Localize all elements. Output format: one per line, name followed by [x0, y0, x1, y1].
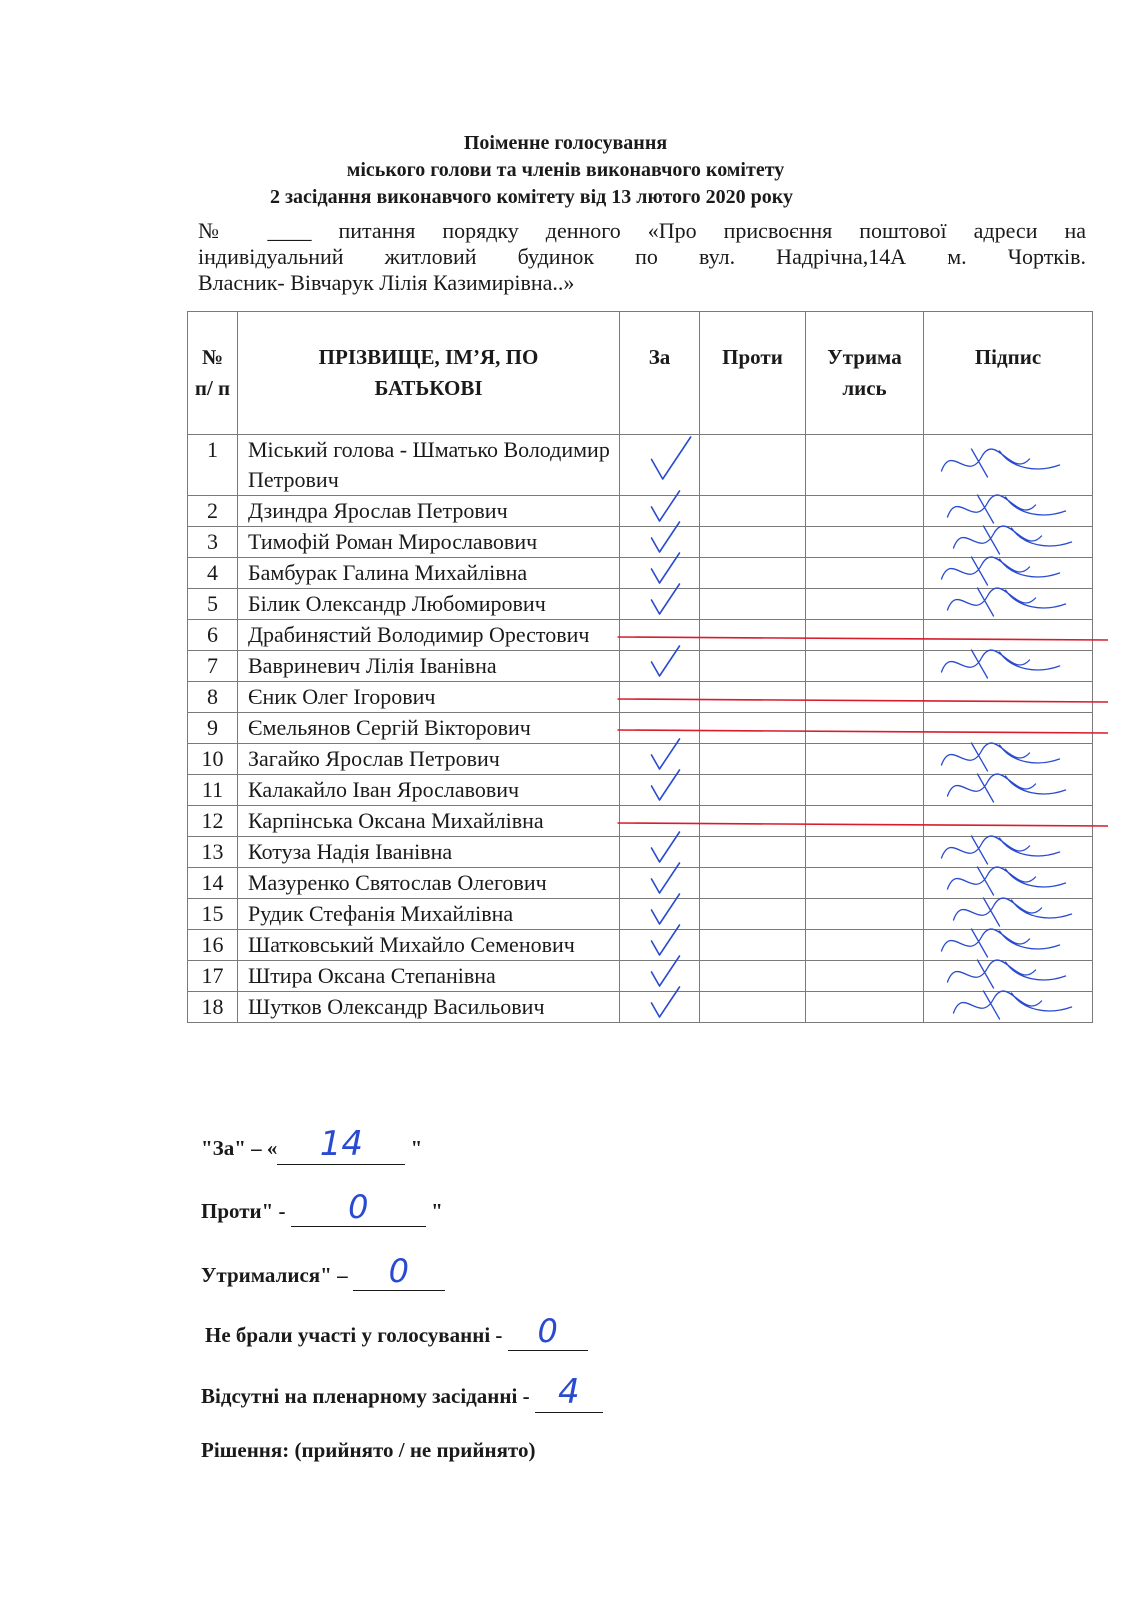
vote-for-cell [620, 589, 700, 620]
decision [201, 1438, 535, 1463]
agenda-line-3: Власник- Вівчарук Лілія Казимирівна..» [198, 270, 575, 295]
signature-cell [924, 713, 1093, 744]
signature-cell [924, 527, 1093, 558]
signature-cell [924, 744, 1093, 775]
result-for-value: 14 [319, 1124, 364, 1164]
signature-cell [924, 868, 1093, 899]
vote-for-cell [620, 435, 700, 496]
vote-for-cell [620, 806, 700, 837]
vote-for-cell [620, 775, 700, 806]
vote-for-cell [620, 899, 700, 930]
row-number: 1 [188, 435, 238, 496]
header-for: За [620, 312, 700, 435]
vote-abstain-cell [806, 713, 924, 744]
title-line-1: Поіменне голосування [463, 132, 668, 154]
table-row [188, 589, 1093, 620]
member-name: Вавриневич Лілія Іванівна [238, 651, 620, 682]
decision-text: Рішення: (прийнято / не прийнято) [201, 1438, 536, 1462]
row-number: 7 [188, 651, 238, 682]
row-number: 13 [188, 837, 238, 868]
agenda-line-1: № ____ питання порядку денного «Про присвоєння поштової адреси на [198, 218, 1086, 243]
result-abstain-value: 0 [388, 1252, 410, 1290]
table-row [188, 775, 1093, 806]
result-abstain-label: Утрималися" – [201, 1263, 353, 1287]
vote-abstain-cell [806, 496, 924, 527]
result-absent [201, 1372, 603, 1413]
vote-against-cell [700, 620, 806, 651]
result-abstain [201, 1252, 445, 1291]
vote-abstain-cell [806, 527, 924, 558]
signature-cell [924, 992, 1093, 1023]
member-name: Мазуренко Святослав Олегович [238, 868, 620, 899]
result-for [201, 1124, 422, 1165]
table-row [188, 961, 1093, 992]
signature-cell [924, 899, 1093, 930]
result-not-voting-blank [508, 1312, 588, 1351]
member-name: Загайко Ярослав Петрович [238, 744, 620, 775]
vote-against-cell [700, 682, 806, 713]
table-row [188, 930, 1093, 961]
member-name: Драбинястий Володимир Орестович [238, 620, 620, 651]
vote-for-cell [620, 868, 700, 899]
vote-for-cell [620, 527, 700, 558]
row-number: 4 [188, 558, 238, 589]
result-for-suffix: " [410, 1136, 423, 1160]
vote-against-cell [700, 589, 806, 620]
vote-for-cell [620, 930, 700, 961]
signature-cell [924, 682, 1093, 713]
result-against [201, 1188, 443, 1227]
result-for-label: "За" – « [201, 1136, 278, 1160]
member-name: Рудик Стефанія Михайлівна [238, 899, 620, 930]
member-name: Шутков Олександр Васильович [238, 992, 620, 1023]
table-row [188, 620, 1093, 651]
row-number: 2 [188, 496, 238, 527]
member-name: Білик Олександр Любомирович [238, 589, 620, 620]
vote-against-cell [700, 868, 806, 899]
header-number: № п/ п [188, 312, 238, 435]
signature-cell [924, 651, 1093, 682]
vote-for-cell [620, 620, 700, 651]
vote-abstain-cell [806, 620, 924, 651]
title-line-3: 2 засідання виконавчого комітету від 13 лютого 2020 року [270, 186, 794, 208]
table-row [188, 527, 1093, 558]
result-not-voting [205, 1312, 588, 1351]
vote-abstain-cell [806, 744, 924, 775]
title-line-2: міського голови та членів виконавчого комітету [346, 159, 785, 181]
header-full-name: ПРІЗВИЩЕ, ІМ’Я, ПО БАТЬКОВІ [238, 312, 620, 435]
signature-cell [924, 589, 1093, 620]
table-row [188, 651, 1093, 682]
signature-cell [924, 837, 1093, 868]
member-name: Котуза Надія Іванівна [238, 837, 620, 868]
vote-abstain-cell [806, 992, 924, 1023]
vote-against-cell [700, 837, 806, 868]
member-name: Штира Оксана Степанівна [238, 961, 620, 992]
signature-cell [924, 496, 1093, 527]
vote-abstain-cell [806, 806, 924, 837]
vote-abstain-cell [806, 837, 924, 868]
vote-against-cell [700, 435, 806, 496]
table-row [188, 868, 1093, 899]
result-for-blank [277, 1124, 405, 1165]
vote-for-cell [620, 837, 700, 868]
vote-against-cell [700, 527, 806, 558]
row-number: 11 [188, 775, 238, 806]
vote-abstain-cell [806, 651, 924, 682]
row-number: 9 [188, 713, 238, 744]
signature-cell [924, 435, 1093, 496]
member-name: Шатковський Михайло Семенович [238, 930, 620, 961]
row-number: 16 [188, 930, 238, 961]
table-row [188, 496, 1093, 527]
vote-abstain-cell [806, 435, 924, 496]
result-absent-value: 4 [558, 1372, 580, 1412]
table-row [188, 837, 1093, 868]
table-row [188, 713, 1093, 744]
signature-cell [924, 775, 1093, 806]
row-number: 17 [188, 961, 238, 992]
member-name: Міський голова - Шматько Володимир Петрович [238, 435, 620, 496]
header-signature: Підпис [924, 312, 1093, 435]
result-absent-label: Відсутні на пленарному засіданні - [201, 1384, 535, 1408]
result-against-label: Проти" - [201, 1199, 291, 1223]
result-absent-blank [535, 1372, 603, 1413]
result-against-blank [291, 1188, 426, 1227]
result-against-value: 0 [348, 1188, 369, 1226]
vote-for-cell [620, 496, 700, 527]
vote-abstain-cell [806, 682, 924, 713]
vote-abstain-cell [806, 899, 924, 930]
table-row [188, 992, 1093, 1023]
signature-cell [924, 961, 1093, 992]
table-row [188, 558, 1093, 589]
table-row [188, 435, 1093, 496]
vote-abstain-cell [806, 775, 924, 806]
vote-against-cell [700, 744, 806, 775]
vote-for-cell [620, 961, 700, 992]
member-name: Дзиндра Ярослав Петрович [238, 496, 620, 527]
vote-against-cell [700, 930, 806, 961]
vote-abstain-cell [806, 930, 924, 961]
row-number: 10 [188, 744, 238, 775]
header-against: Проти [700, 312, 806, 435]
vote-abstain-cell [806, 961, 924, 992]
row-number: 12 [188, 806, 238, 837]
row-number: 18 [188, 992, 238, 1023]
table-row [188, 806, 1093, 837]
vote-for-cell [620, 558, 700, 589]
member-name: Ємельянов Сергій Вікторович [238, 713, 620, 744]
vote-against-cell [700, 496, 806, 527]
row-number: 15 [188, 899, 238, 930]
vote-against-cell [700, 651, 806, 682]
row-number: 3 [188, 527, 238, 558]
vote-against-cell [700, 558, 806, 589]
vote-abstain-cell [806, 558, 924, 589]
vote-abstain-cell [806, 589, 924, 620]
vote-for-cell [620, 744, 700, 775]
member-name: Єник Олег Ігорович [238, 682, 620, 713]
vote-against-cell [700, 775, 806, 806]
signature-cell [924, 558, 1093, 589]
table-row [188, 899, 1093, 930]
roll-call-table [187, 311, 1093, 1023]
table-row [188, 682, 1093, 713]
result-against-suffix: " [431, 1199, 443, 1223]
vote-against-cell [700, 992, 806, 1023]
vote-for-cell [620, 713, 700, 744]
member-name: Тимофій Роман Мирославович [238, 527, 620, 558]
row-number: 14 [188, 868, 238, 899]
row-number: 8 [188, 682, 238, 713]
signature-cell [924, 620, 1093, 651]
signature-cell [924, 930, 1093, 961]
table-header-row [188, 312, 1093, 435]
vote-abstain-cell [806, 868, 924, 899]
member-name: Карпінська Оксана Михайлівна [238, 806, 620, 837]
vote-against-cell [700, 899, 806, 930]
table-row [188, 744, 1093, 775]
agenda-item-text [198, 218, 1086, 296]
signature-cell [924, 806, 1093, 837]
vote-for-cell [620, 682, 700, 713]
row-number: 5 [188, 589, 238, 620]
row-number: 6 [188, 620, 238, 651]
header-abstain: Утрима лись [806, 312, 924, 435]
vote-for-cell [620, 651, 700, 682]
vote-against-cell [700, 806, 806, 837]
result-abstain-blank [353, 1252, 445, 1291]
result-not-voting-label: Не брали участі у голосуванні - [205, 1323, 508, 1347]
agenda-line-2: індивідуальний житловий будинок по вул. Надрічна,14А м. Чортків. [198, 244, 1086, 269]
vote-against-cell [700, 961, 806, 992]
member-name: Бамбурак Галина Михайлівна [238, 558, 620, 589]
result-not-voting-value: 0 [537, 1312, 558, 1350]
member-name: Калакайло Іван Ярославович [238, 775, 620, 806]
vote-for-cell [620, 992, 700, 1023]
vote-against-cell [700, 713, 806, 744]
